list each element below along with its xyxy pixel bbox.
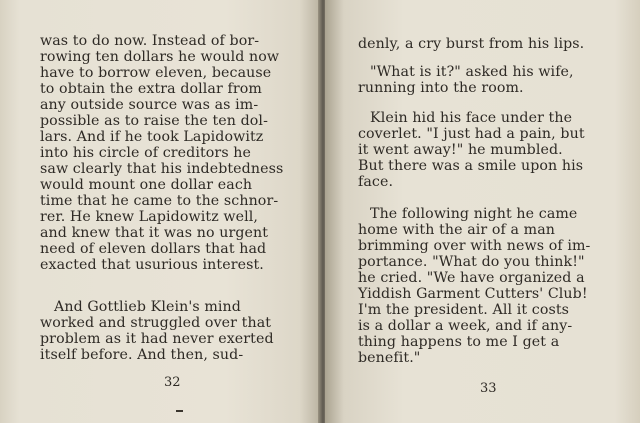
text-line: face. [358,174,394,190]
text-line: And Gottlieb Klein's mind [54,299,241,315]
text-line: rer. He knew Lapidowitz well, [40,209,258,225]
text-line: need of eleven dollars that had [40,241,267,257]
page-number: 32 [164,375,181,390]
text-line: would mount one dollar each [40,177,253,193]
text-line: problem as it had never exerted [40,331,274,347]
right-page [325,0,640,423]
ink-mark [176,410,183,412]
text-line: is a dollar a week, and if any- [358,318,573,334]
text-line: any outside source was as im- [40,97,259,113]
text-line: saw clearly that his indebtedness [40,161,284,177]
text-line: thing happens to me I get a [358,334,560,350]
text-line: benefit." [358,350,421,366]
text-line: itself before. And then, sud- [40,347,244,363]
text-line: it went away!" he mumbled. [358,142,563,158]
text-line: portance. "What do you think!" [358,254,585,270]
text-line: to obtain the extra dollar from [40,81,262,97]
text-line: brimming over with news of im- [358,238,591,254]
text-line: home with the air of a man [358,222,556,238]
text-line: into his circle of creditors he [40,145,252,161]
text-line: lars. And if he took Lapidowitz [40,129,264,145]
text-line: "What is it?" asked his wife, [370,64,574,80]
text-line: The following night he came [370,206,578,222]
text-line: he cried. "We have organized a [358,270,585,286]
text-line: Yiddish Garment Cutters' Club! [358,286,588,302]
text-line: I'm the president. All it costs [358,302,570,318]
text-line: coverlet. "I just had a pain, but [358,126,585,142]
text-line: running into the room. [358,80,524,96]
text-line: exacted that usurious interest. [40,257,264,273]
text-line: Klein hid his face under the [370,110,573,126]
text-line: have to borrow eleven, because [40,65,272,81]
text-line: But there was a smile upon his [358,158,584,174]
text-line: possible as to raise the ten dol- [40,113,268,129]
text-line: denly, a cry burst from his lips. [358,36,585,52]
page-number: 33 [480,381,497,396]
text-line: was to do now. Instead of bor- [40,33,260,49]
text-line: and knew that it was no urgent [40,225,269,241]
text-line: rowing ten dollars he would now [40,49,280,65]
text-line: time that he came to the schnor- [40,193,279,209]
text-line: worked and struggled over that [40,315,272,331]
